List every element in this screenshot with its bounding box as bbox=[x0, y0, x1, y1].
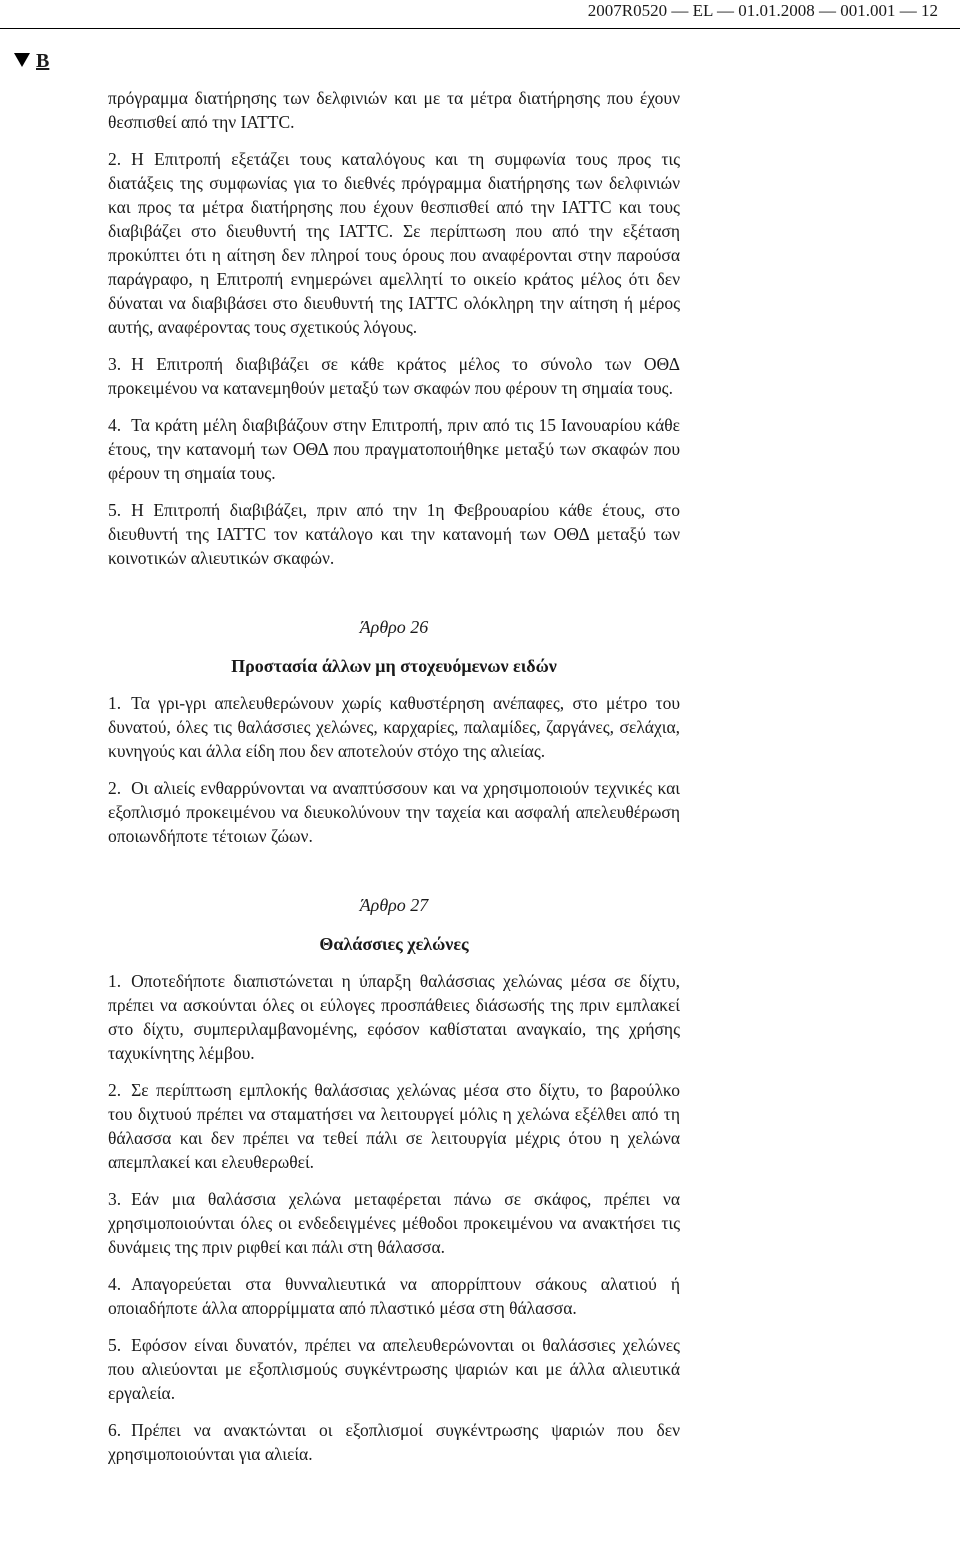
paragraph-number: 2. bbox=[108, 149, 122, 169]
paragraph bbox=[108, 1333, 680, 1405]
paragraph-text: Η Επιτροπή διαβιβάζει, πριν από την 1η Φεβρουαρίου κάθε έτους, στο διευθυντή της IATTC τον κατάλογο και την κατανομή των ΟΘΔ μεταξύ των κοινοτικών αλιευτικών σκαφών. bbox=[108, 500, 680, 568]
doc-lang: EL bbox=[692, 1, 713, 20]
paragraph-text: Σε περίπτωση εμπλοκής θαλάσσιας χελώνας μέσα στο δίχτυ, το βαρούλκο του διχτυού πρέπει να σταματήσει να λειτουργεί μόλις η χελώνα εξέλθει από τη θάλασσα και δεν πρέπει να τεθεί πάλι σε λειτουργία μέχρις ότου η χελώνα απεμπλακεί και ελευθερωθεί. bbox=[108, 1080, 680, 1172]
paragraph bbox=[108, 147, 680, 339]
paragraph-number: 4. bbox=[108, 415, 122, 435]
document-body bbox=[108, 86, 680, 1479]
doc-date: 01.01.2008 bbox=[738, 1, 815, 20]
marker-label: B bbox=[36, 50, 50, 72]
paragraph-number: 3. bbox=[108, 354, 122, 374]
page-number: 12 bbox=[921, 1, 938, 20]
paragraph bbox=[108, 413, 680, 485]
paragraph-text: Τα κράτη μέλη διαβιβάζουν στην Επιτροπή, πριν από τις 15 Ιανουαρίου κάθε έτους, την κατανομή των ΟΘΔ που πραγματοποιήθηκε μεταξύ των σκαφών που φέρουν τη σημαία τους. bbox=[108, 415, 680, 483]
paragraph-text: Οι αλιείς ενθαρρύνονται να αναπτύσσουν και να χρησιμοποιούν τεχνικές και εξοπλισμό προκειμένου να διευκολύνουν την ταχεία και ασφαλή απελευθέρωση οποιωνδήποτε τέτοιων ζώων. bbox=[108, 778, 680, 846]
header-sep: — bbox=[819, 1, 836, 20]
paragraph bbox=[108, 691, 680, 763]
paragraph-number: 1. bbox=[108, 693, 122, 713]
paragraph-number: 2. bbox=[108, 1080, 122, 1100]
page-header bbox=[588, 0, 938, 22]
paragraph bbox=[108, 498, 680, 570]
paragraph-text: Η Επιτροπή διαβιβάζει σε κάθε κράτος μέλος το σύνολο των ΟΘΔ προκειμένου να κατανεμηθούν μεταξύ των σκαφών που φέρουν τη σημαία τους. bbox=[108, 354, 680, 398]
paragraph-text: πρόγραμμα διατήρησης των δελφινιών και με τα μέτρα διατήρησης που έχουν θεσπισθεί από την IATTC. bbox=[108, 88, 680, 132]
article-heading: Θαλάσσιες χελώνες bbox=[319, 934, 469, 954]
header-sep: — bbox=[717, 1, 734, 20]
header-divider bbox=[0, 28, 960, 29]
paragraph-number: 6. bbox=[108, 1420, 122, 1440]
header-sep: — bbox=[671, 1, 689, 20]
doc-version: 001.001 bbox=[840, 1, 896, 20]
paragraph-text: Πρέπει να ανακτώνται οι εξοπλισμοί συγκέντρωσης ψαριών που δεν χρησιμοποιούνται για αλιεία. bbox=[108, 1420, 680, 1464]
paragraph bbox=[108, 1272, 680, 1320]
paragraph bbox=[108, 1187, 680, 1259]
header-sep: — bbox=[899, 1, 917, 20]
paragraph-text: Η Επιτροπή εξετάζει τους καταλόγους και τη συμφωνία τους προς τις διατάξεις της συμφωνίας για το διεθνές πρόγραμμα διατήρησης των δελφινιών και προς τα μέτρα διατήρησης που έχουν θεσπισθεί από την IATTC και τους διαβιβάζει στο διευθυντή της IATTC. Σε περίπτωση που από την εξέταση προκύπτει ότι η αίτηση δεν πληροί τους όρους που αναφέρονται στην παρούσα παράγραφο, η Επιτροπή ενημερώνει αμελλητί το οικείο κράτος μέλος ότι δεν δύναται να διαβιβάσει στο διευθυντή της IATTC ολόκληρη την αίτηση ή μέρος αυτής, αναφέροντας τους σχετικούς λόγους. bbox=[108, 149, 680, 337]
paragraph-number: 3. bbox=[108, 1189, 122, 1209]
article-title: Άρθρο 27 bbox=[359, 895, 429, 915]
paragraph-text: Οποτεδήποτε διαπιστώνεται η ύπαρξη θαλάσσιας χελώνας μέσα σε δίχτυ, πρέπει να ασκούνται όλες οι εύλογες προσπάθειες διάσωσής της πριν εμπλακεί στο δίχτυ, συμπεριλαμβανομένης, εφόσον καθίσταται αναγκαίο, της χρήσης ταχυκίνητης λέμβου. bbox=[108, 971, 680, 1063]
paragraph bbox=[108, 969, 680, 1065]
paragraph bbox=[108, 1078, 680, 1174]
paragraph-text: Εφόσον είναι δυνατόν, πρέπει να απελευθερώνονται οι θαλάσσιες χελώνες που αλιεύονται με εξοπλισμούς συγκέντρωσης ψαριών και με άλλα αλιευτικά εργαλεία. bbox=[108, 1335, 680, 1403]
doc-id: 2007R0520 bbox=[587, 1, 668, 20]
paragraph bbox=[108, 86, 680, 134]
paragraph-number: 4. bbox=[108, 1274, 122, 1294]
paragraph-number: 2. bbox=[108, 778, 122, 798]
paragraph-number: 5. bbox=[108, 500, 122, 520]
paragraph bbox=[108, 352, 680, 400]
paragraph bbox=[108, 1418, 680, 1466]
paragraph bbox=[108, 776, 680, 848]
paragraph-text: Εάν μια θαλάσσια χελώνα μεταφέρεται πάνω σε σκάφος, πρέπει να χρησιμοποιούνται όλες οι ενδεδειγμένες μέθοδοι προκειμένου να ανακτήσει τις δυνάμεις της πριν ριφθεί και πάλι στη θάλασσα. bbox=[108, 1189, 680, 1257]
triangle-down-icon bbox=[14, 53, 30, 67]
paragraph-number: 5. bbox=[108, 1335, 122, 1355]
article-heading: Προστασία άλλων μη στοχευόμενων ειδών bbox=[231, 656, 557, 676]
paragraph-text: Απαγορεύεται στα θυνναλιευτικά να απορρίπτουν σάκους αλατιού ή οποιαδήποτε άλλα απορρίμματα από πλαστικό μέσα στη θάλασσα. bbox=[108, 1274, 680, 1318]
paragraph-number: 1. bbox=[108, 971, 122, 991]
article-title: Άρθρο 26 bbox=[359, 617, 429, 637]
amendment-marker bbox=[14, 50, 49, 73]
paragraph-text: Τα γρι-γρι απελευθερώνουν χωρίς καθυστέρηση ανέπαφες, στο μέτρο του δυνατού, όλες τις θαλάσσιες χελώνες, καρχαρίες, παλαμίδες, ζαργάνες, σελάχια, κυνηγούς και άλλα είδη που δεν αποτελούν στόχο της αλιείας. bbox=[108, 693, 680, 761]
